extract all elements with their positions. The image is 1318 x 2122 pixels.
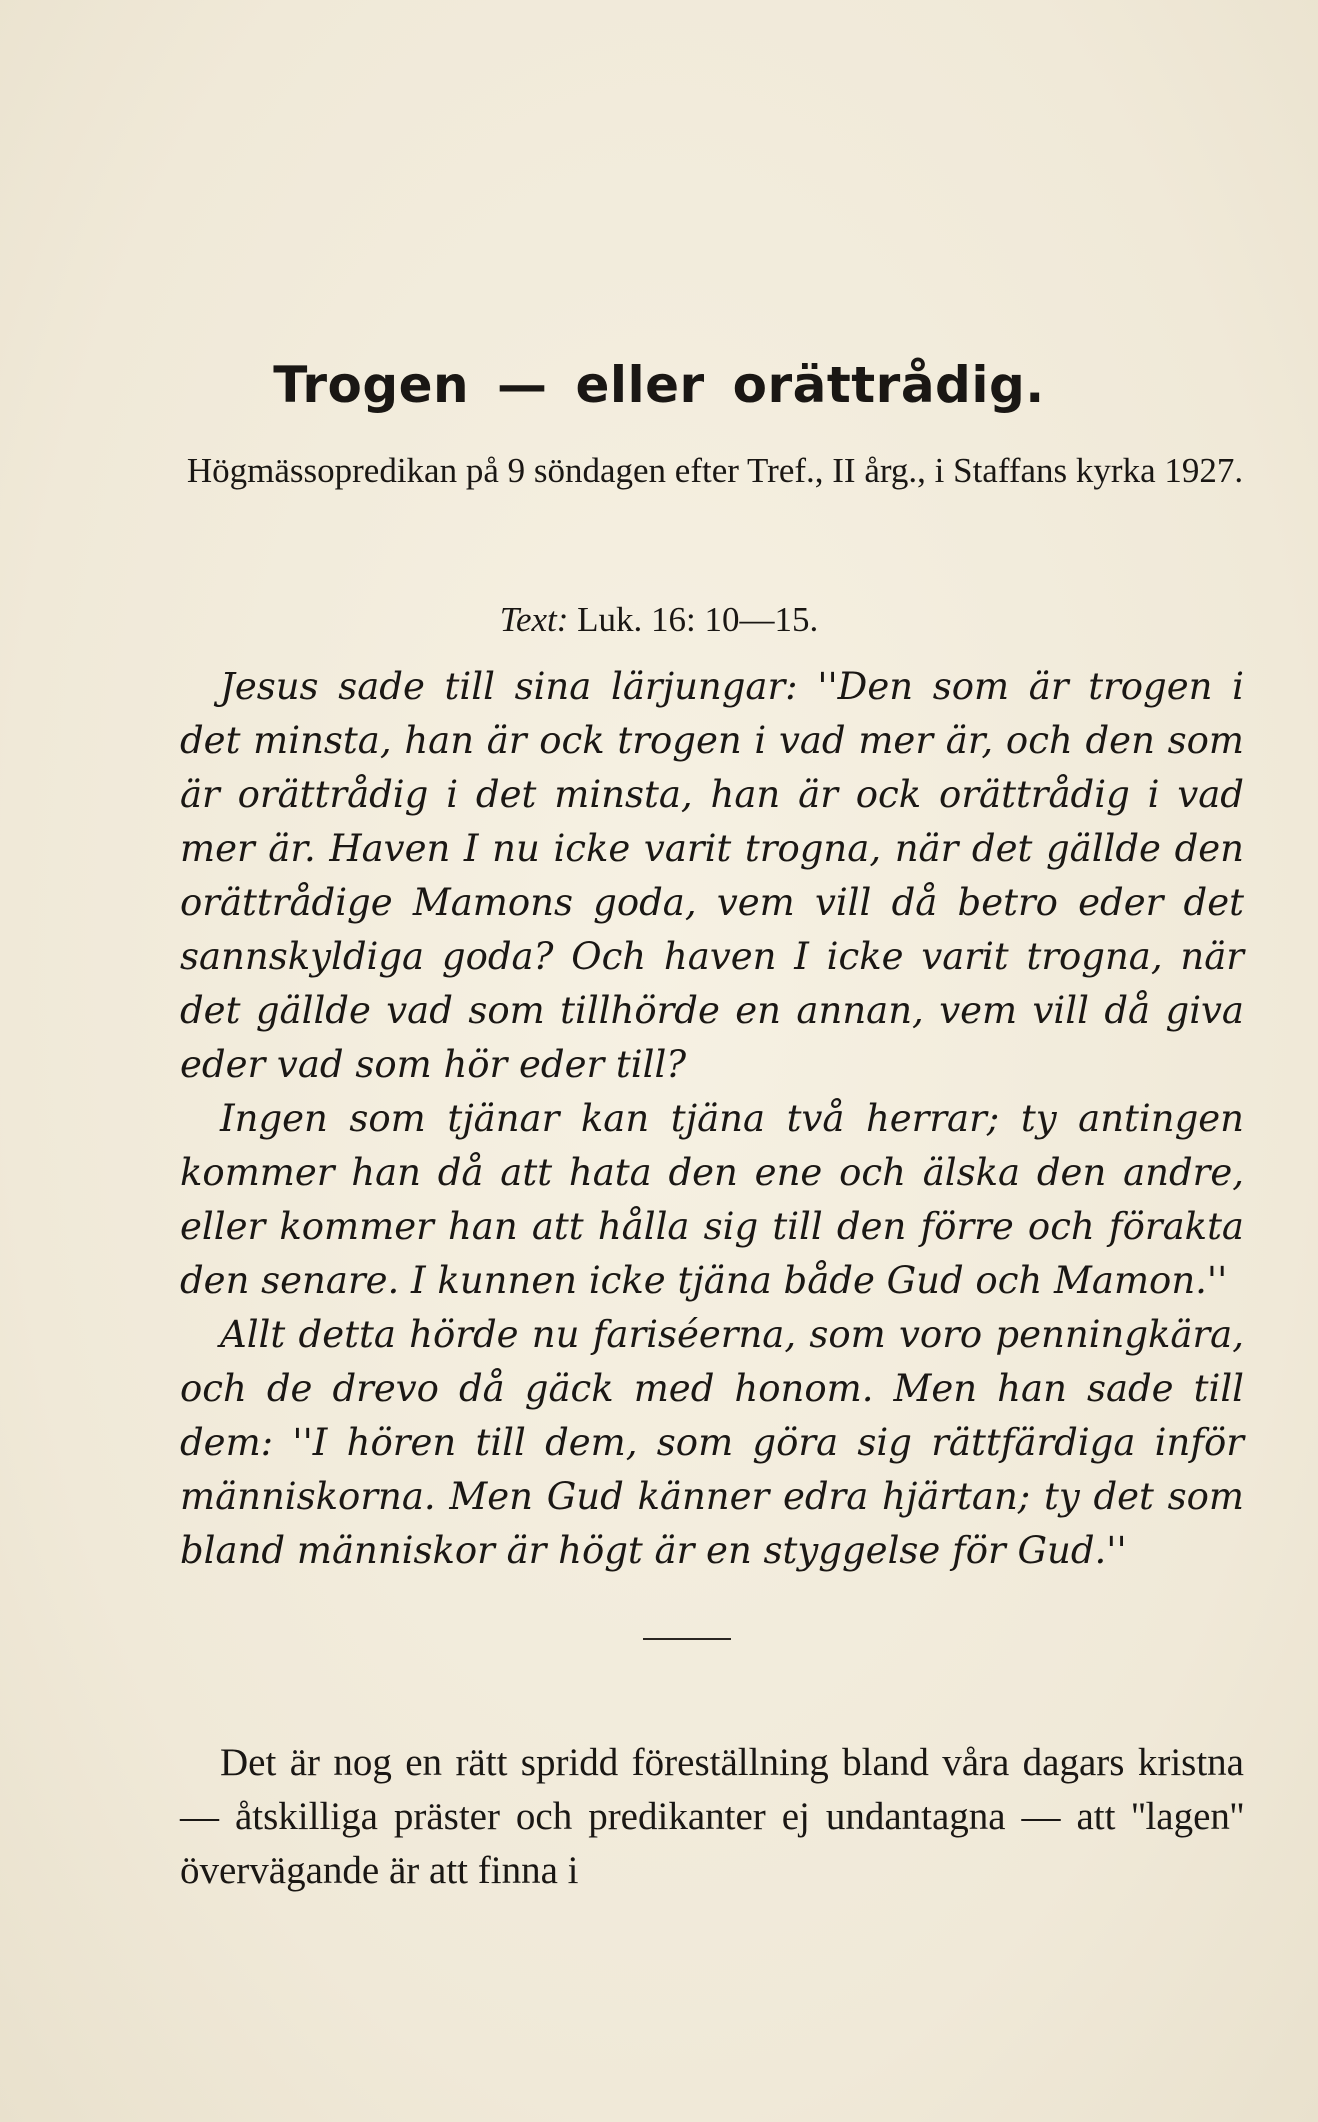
scripture-paragraph: Ingen som tjänar kan tjäna två herrar; ty antingen kommer han då att hata den ene och älska den andre, eller kommer han att hålla sig till den förre och förakta den senare. I kunnen icke tjäna både Gud och Mamon.'' [180,1097,1244,1302]
scripture-paragraph: Jesus sade till sina lärjungar: ''Den som är trogen i det minsta, han är ock trogen i vad mer är, och den som är orättrådig i det minsta, han är ock orättrådig i vad mer är. Haven I nu icke varit trogna, när det gällde den orättrådige Mamons goda, vem vill då betro eder det sannskyldiga goda? Och haven I icke varit trogna, när det gällde vad som tillhörde en annan, vem vill då giva eder vad som hör eder till? [180,665,1244,1086]
sermon-body [180,1736,1244,1898]
sermon-title: Trogen — eller orättrådig. [273,356,1045,414]
body-paragraph: Det är nog en rätt spridd föreställning bland våra dagars kristna — åtskilliga präster och predikanter ej undantagna — att ''lagen'' övervägande är att finna i [180,1741,1244,1892]
scripture-passage [180,660,1244,1578]
text-reference-label: Text: [499,600,569,639]
scripture-paragraph: Allt detta hörde nu fariséerna, som voro penningkära, och de drevo då gäck med honom. Men han sade till dem: ''I hören till dem, som göra sig rättfärdiga inför människorna. Men Gud känner edra hjärtan; ty det som bland människor är högt är en styggelse för Gud.'' [180,1313,1244,1572]
text-reference-value: Luk. 16: 10—15. [577,600,819,639]
section-divider [643,1638,731,1640]
sermon-subtitle: Högmässopredikan på 9 söndagen efter Tref., II årg., i Staffans kyrka 1927. [186,451,1244,490]
text-reference [0,600,1318,640]
